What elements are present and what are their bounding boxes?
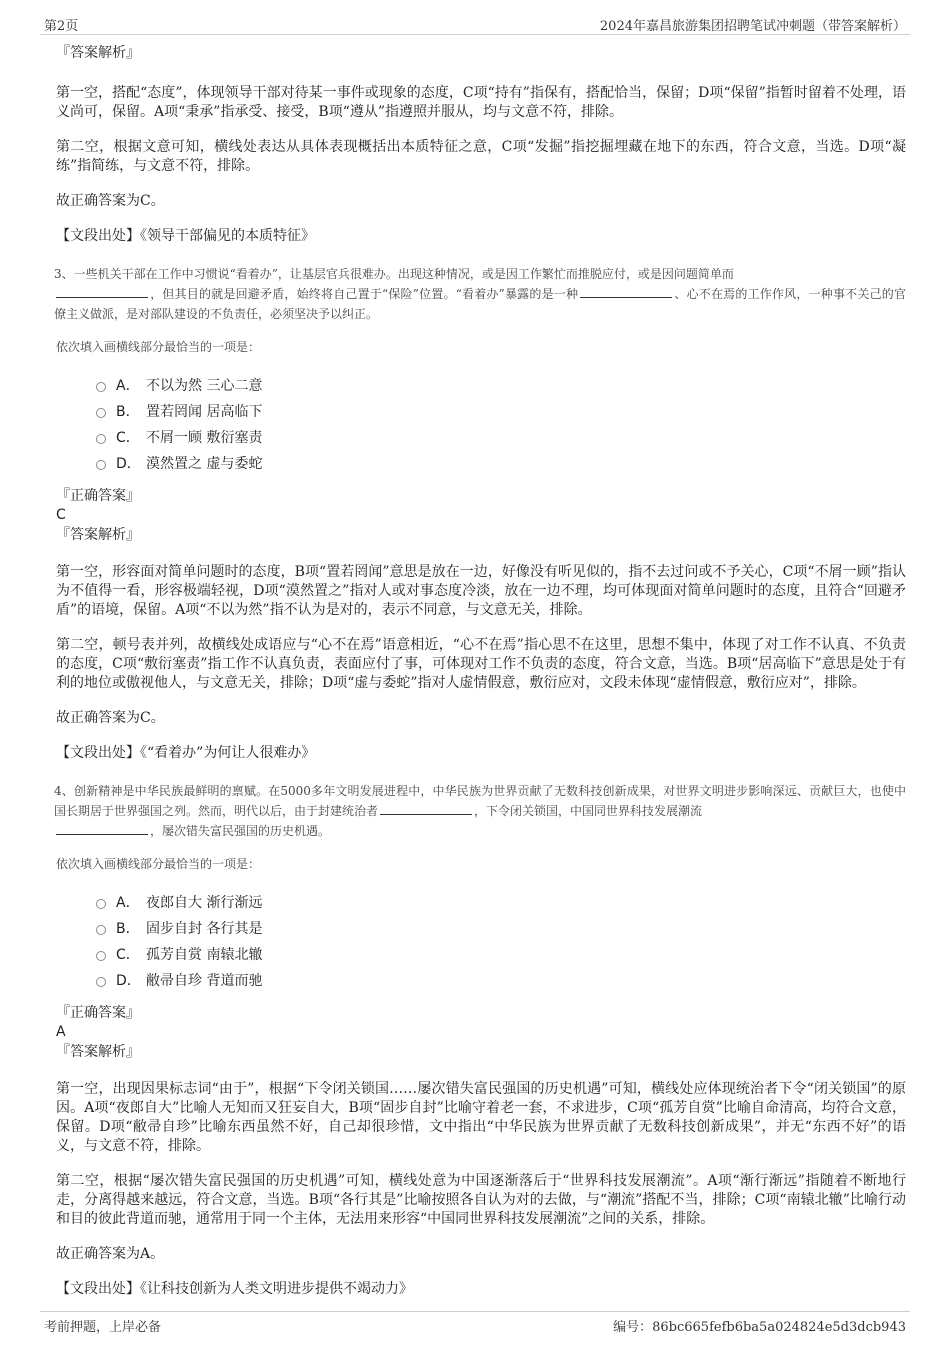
page-content xyxy=(56,44,906,1317)
option-c[interactable]: C． 不屑一顾 敷衍塞责 xyxy=(94,425,906,451)
radio-button[interactable] xyxy=(96,951,106,961)
page-footer xyxy=(40,1311,910,1336)
analysis-paragraph: 第一空，形容面对简单问题时的态度，B项“置若罔闻”意思是放在一边，好像没有听见似的，指不去过问或不予关心，C项“不屑一顾”指认为不值得一看，形容极端轻视，D项“漠然置之”指对人或对事态度冷淡，放在一边不理，均可体现面对简单问题时的态度，且符合“回避矛盾”的语境，保留。A项“不以为然”指不认为是对的，表示不同意，与文意无关，排除。 xyxy=(56,564,906,618)
answer-conclusion: 故正确答案为C。 xyxy=(56,193,165,209)
fill-blank xyxy=(380,802,472,815)
question-stem: 4、创新精神是中华民族最鲜明的禀赋。在5000多年文明发展进程中，中华民族为世界贡献了无数科技创新成果，对世界文明进步影响深远、贡献巨大，也使中国长期居于世界强国之列。然而，明代以后，由于封建统治者 ，下令闭关锁国，中国同世界科技发展潮流 ，屡次错失富民强国的历史机遇。 xyxy=(54,784,906,838)
document-title: 2024年嘉昌旅游集团招聘笔试冲刺题（带答案解析） xyxy=(599,19,906,34)
question-stem: 3、一些机关干部在工作中习惯说“看着办”，让基层官兵很难办。出现这种情况，或是因工作繁忙而推脱应付，或是因问题简单而 ，但其目的就是回避矛盾，始终将自己置于“保险”位置。“看着办”暴露的是一种 、心不在焉的工作作风，一种事不关己的官僚主义做派，是对部队建设的不负责任，必须坚决予以纠正。 xyxy=(54,267,906,321)
option-a[interactable]: A． 不以为然 三心二意 xyxy=(94,373,906,399)
text-source: 【文段出处】《让科技创新为人类文明进步提供不竭动力》 xyxy=(56,1281,413,1297)
option-d[interactable]: D． 敝帚自珍 背道而驰 xyxy=(94,968,906,994)
analysis-label: 『答案解析』 xyxy=(56,527,140,543)
option-a[interactable]: A． 夜郎自大 渐行渐远 xyxy=(94,890,906,916)
option-b[interactable]: B． 置若罔闻 居高临下 xyxy=(94,399,906,425)
radio-button[interactable] xyxy=(96,434,106,444)
correct-answer: C xyxy=(56,507,66,523)
document-code: 编号：86bc665fefb6ba5a024824e5d3dcb943 xyxy=(613,1320,906,1335)
question-3 xyxy=(56,264,906,763)
radio-button[interactable] xyxy=(96,977,106,987)
option-c[interactable]: C． 孤芳自赏 南辕北辙 xyxy=(94,942,906,968)
analysis-paragraph: 第二空，根据“屡次错失富民强国的历史机遇”可知，横线处意为中国逐渐落后于“世界科技发展潮流”。A项“渐行渐远”指随着不断地行走，分离得越来越远，符合文意，当选。B项“各行其是”比喻按照各自认为对的去做，与“潮流”搭配不当，排除；C项“南辕北辙”比喻行动和目的彼此背道而驰，通常用于同一个主体，无法用来形容“中国同世界科技发展潮流”之间的关系，排除。 xyxy=(56,1173,906,1227)
analysis-paragraph: 第一空，搭配“态度”，体现领导干部对待某一事件或现象的态度，C项“持有”指保有，搭配恰当，保留；D项“保留”指暂时留着不处理，语义尚可，保留。A项“秉承”指承受、接受，B项“遵从”指遵照并服从，均与文意不符，排除。 xyxy=(56,85,906,120)
fill-blank xyxy=(580,285,672,298)
correct-answer-label: 『正确答案』 xyxy=(56,1005,140,1021)
correct-answer: A xyxy=(56,1024,66,1040)
analysis-paragraph: 第一空，出现因果标志词“由于”，根据“下令闭关锁国……屡次错失富民强国的历史机遇”可知，横线处应体现统治者下令“闭关锁国”的原因。A项“夜郎自大”比喻人无知而又狂妄自大，B项“固步自封”比喻守着老一套，不求进步，C项“孤芳自赏”比喻自命清高，均符合文意，保留。D项“敝帚自珍”比喻东西虽然不好，自己却很珍惜，文中指出“中华民族为世界贡献了无数科技创新成果”，并无“东西不好”的语义，与文意不符，排除。 xyxy=(56,1081,906,1154)
radio-button[interactable] xyxy=(96,460,106,470)
question-4 xyxy=(56,781,906,1299)
fill-blank xyxy=(56,285,148,298)
radio-button[interactable] xyxy=(96,382,106,392)
analysis-label: 『答案解析』 xyxy=(56,45,140,61)
option-d[interactable]: D． 漠然置之 虚与委蛇 xyxy=(94,451,906,477)
question-2-analysis xyxy=(56,44,906,246)
answer-conclusion: 故正确答案为C。 xyxy=(56,710,165,726)
radio-button[interactable] xyxy=(96,899,106,909)
analysis-paragraph: 第二空，顿号表并列，故横线处成语应与“心不在焉”语意相近，“心不在焉”指心思不在这里，思想不集中，体现了对工作不认真、不负责的态度，C项“敷衍塞责”指工作不认真负责，表面应付了事，可体现对工作不负责的态度，符合文意，当选。B项“居高临下”意思是处于有利的地位或傲视他人，与文意无关，排除；D项“虚与委蛇”指对人虚情假意，敷衍应对，文段未体现“虚情假意，敷衍应对”，排除。 xyxy=(56,637,906,691)
option-b[interactable]: B． 固步自封 各行其是 xyxy=(94,916,906,942)
radio-button[interactable] xyxy=(96,925,106,935)
fill-blank xyxy=(56,822,148,835)
analysis-label: 『答案解析』 xyxy=(56,1044,140,1060)
analysis-paragraph: 第二空，根据文意可知，横线处表达从具体表现概括出本质特征之意，C项“发掘”指挖掘埋藏在地下的东西，符合文意，当选。D项“凝练”指简练，与文意不符，排除。 xyxy=(56,139,906,174)
question-prompt: 依次填入画横线部分最恰当的一项是： xyxy=(56,857,261,871)
correct-answer-label: 『正确答案』 xyxy=(56,488,140,504)
footer-slogan: 考前押题，上岸必备 xyxy=(44,1320,162,1335)
answer-conclusion: 故正确答案为A。 xyxy=(56,1246,165,1262)
page-number: 第2页 xyxy=(44,19,79,34)
option-list xyxy=(94,373,906,477)
text-source: 【文段出处】《领导干部偏见的本质特征》 xyxy=(56,228,315,244)
radio-button[interactable] xyxy=(96,408,106,418)
page-header xyxy=(40,10,910,35)
question-prompt: 依次填入画横线部分最恰当的一项是： xyxy=(56,340,261,354)
text-source: 【文段出处】《“看着办”为何让人很难办》 xyxy=(56,745,316,761)
option-list xyxy=(94,890,906,994)
